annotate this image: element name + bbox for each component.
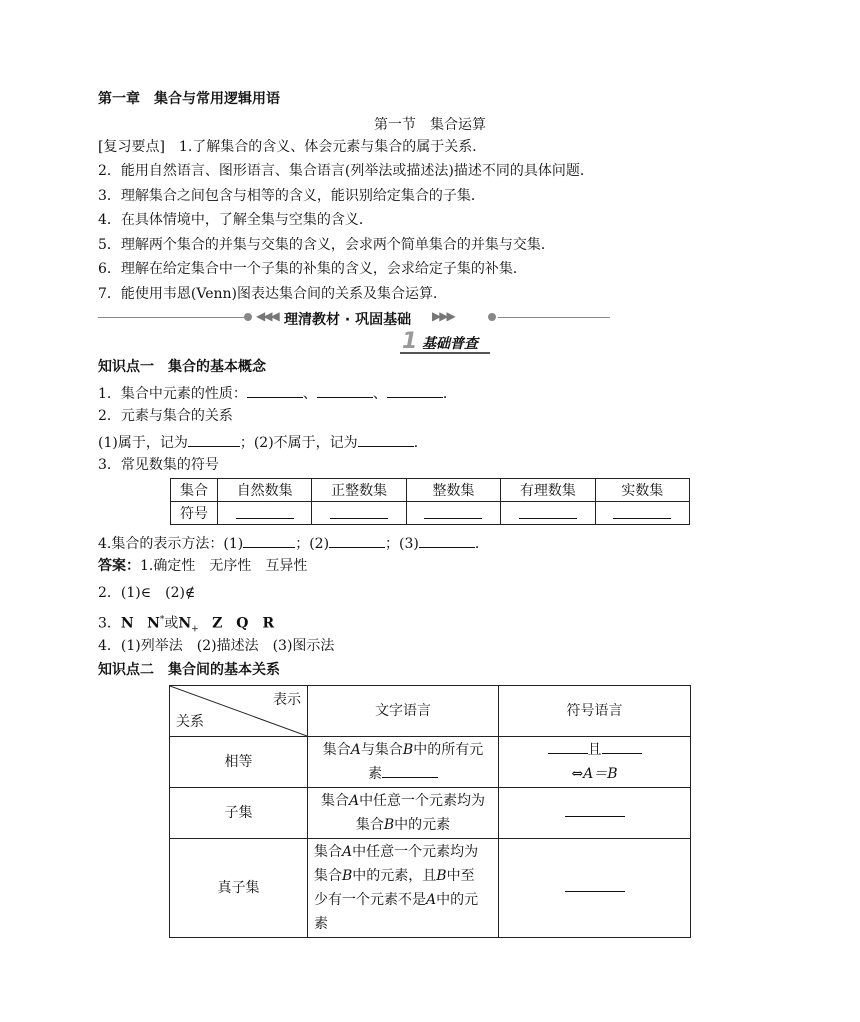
text: 中任意一个元素均为 [352, 844, 479, 860]
blank [188, 432, 240, 447]
text: 素 [314, 916, 328, 932]
kp1-question-3: 3．常见数集的符号 [98, 457, 219, 473]
review-point-5: 5．理解两个集合的并集与交集的含义，会求两个简单集合的并集与交集． [98, 237, 555, 253]
text: 中的元素 [394, 817, 451, 833]
kp1-question-1 [98, 383, 457, 403]
blank [424, 504, 482, 519]
number-sets-table [170, 478, 690, 525]
superscript: * [159, 615, 165, 625]
var-a: A [350, 742, 361, 758]
table-cell [218, 502, 312, 525]
text: 中至 [446, 868, 475, 884]
header-top-label: 表示 [273, 692, 301, 708]
banner-arrows-left-icon: ◀◀◀ [256, 309, 278, 323]
separator: ； [239, 435, 254, 451]
var-b: B [342, 868, 353, 884]
text: 集合 [322, 742, 351, 758]
var-a: A [348, 793, 360, 809]
banner-rule-right [498, 317, 610, 318]
review-point-1: [复习要点] 1.了解集合的含义、体会元素与集合的属于关系． [98, 139, 487, 155]
answer-1-text: 1.确定性 无序性 互异性 [140, 558, 308, 574]
q2-sub-a: (1)属于，记为 [98, 435, 188, 451]
text: 集合 [314, 868, 342, 884]
blank [330, 504, 388, 519]
natural-set-symbol: N [120, 615, 134, 632]
text: 中的元素，且 [352, 868, 437, 884]
table-cell [501, 502, 595, 525]
blank [358, 432, 414, 447]
table-cell: 文字语言 [308, 686, 499, 737]
answer-3 [98, 611, 274, 638]
blank [387, 383, 443, 398]
period: ． [442, 386, 457, 402]
table-cell [499, 737, 691, 788]
var-b: B [436, 868, 447, 884]
var-a: A [426, 892, 437, 908]
section-title: 第一节 集合运算 [374, 117, 486, 133]
positive-int-symbol-alt: N [178, 615, 192, 632]
kp2-title: 知识点二 集合间的基本关系 [98, 662, 280, 678]
chapter-title: 第一章 集合与常用逻辑用语 [98, 91, 280, 107]
text: 集合 [355, 817, 384, 833]
answer-1 [98, 557, 307, 575]
text: 与集合 [360, 742, 403, 758]
blank [548, 739, 588, 754]
or-text: 或 [164, 615, 179, 632]
table-cell: 整数集 [406, 479, 500, 502]
text: 集合 [320, 793, 349, 809]
var-a: A [342, 844, 353, 860]
table-cell: 实数集 [595, 479, 689, 502]
q4-prefix: 4.集合的表示方法：(1) [98, 536, 244, 552]
answer-4: 4．(1)列举法 (2)描述法 (3)图示法 [98, 638, 335, 654]
table-row [170, 737, 691, 788]
banner-rule-left [98, 317, 248, 318]
var-b: B [402, 742, 414, 758]
blank [602, 739, 642, 754]
blank [419, 533, 475, 548]
table-cell [308, 839, 499, 938]
positive-int-symbol: N [147, 615, 160, 632]
blank [565, 877, 625, 892]
header-bottom-label: 关系 [176, 714, 204, 730]
text: 素 [368, 766, 382, 782]
table-cell: 有理数集 [501, 479, 595, 502]
q4-mid-2: ；(3) [385, 536, 419, 552]
text: 中的元 [436, 892, 479, 908]
subsection-badge [400, 329, 490, 354]
table-row [171, 502, 690, 525]
q4-mid-1: ；(2) [295, 536, 330, 552]
blank [243, 533, 295, 548]
section-banner [98, 309, 610, 327]
kp1-title: 知识点一 集合的基本概念 [98, 359, 266, 375]
badge-number: 1 [402, 329, 418, 354]
kp1-question-2-sub [98, 432, 428, 452]
separator: 、 [372, 386, 387, 402]
table-row [170, 839, 691, 938]
blank [565, 802, 625, 817]
review-point-6: 6．理解在给定集合中一个子集的补集的含义，会求给定子集的补集． [98, 261, 527, 277]
badge-text: 基础普查 [422, 336, 478, 352]
table-row [170, 788, 691, 839]
period: ． [413, 435, 428, 451]
answer-label: 答案： [98, 558, 140, 574]
table-cell: 正整数集 [312, 479, 406, 502]
blank [613, 504, 671, 519]
kp1-question-2: 2．元素与集合的关系 [98, 408, 233, 424]
banner-dot-right [488, 313, 496, 321]
review-point-7: 7．能使用韦恩(Venn)图表达集合间的关系及集合运算． [98, 286, 447, 302]
table-cell: 子集 [170, 788, 308, 839]
period: ． [474, 536, 489, 552]
table-cell: 自然数集 [218, 479, 312, 502]
subscript: + [191, 624, 199, 635]
separator: 、 [302, 386, 317, 402]
kp1-question-4 [98, 533, 489, 553]
blank [382, 763, 438, 778]
diagonal-header-cell [170, 686, 308, 737]
q2-sub-b: (2)不属于，记为 [253, 435, 358, 451]
text: 集合 [314, 844, 342, 860]
equiv-text: ⇔A＝B [571, 766, 618, 782]
table-cell [499, 788, 691, 839]
table-cell: 符号 [171, 502, 218, 525]
table-row [170, 686, 691, 737]
banner-text: 理清教材 · 巩固基础 [284, 312, 412, 328]
blank [236, 504, 294, 519]
table-cell: 集合 [171, 479, 218, 502]
text: 中任意一个元素均为 [359, 793, 486, 809]
table-cell: 真子集 [170, 839, 308, 938]
table-cell [406, 502, 500, 525]
q1-prefix: 1．集合中元素的性质： [98, 386, 247, 402]
blank [247, 383, 303, 398]
text: 中的所有元 [413, 742, 484, 758]
review-point-3: 3．理解集合之间包含与相等的含义，能识别给定集合的子集． [98, 188, 485, 204]
answer-2: 2．(1)∈ (2)∉ [98, 585, 196, 601]
answer-3-prefix: 3． [98, 615, 121, 632]
blank [329, 533, 385, 548]
set-relations-table [169, 685, 691, 938]
blank [519, 504, 577, 519]
table-cell: 符号语言 [499, 686, 691, 737]
banner-dot-left [244, 313, 252, 321]
table-cell [312, 502, 406, 525]
text: 少有一个元素不是 [314, 892, 426, 908]
table-cell [595, 502, 689, 525]
table-cell: 相等 [170, 737, 308, 788]
var-b: B [383, 817, 395, 833]
review-point-4: 4．在具体情境中，了解全集与空集的含义． [98, 212, 373, 228]
other-set-symbols: Z Q R [212, 615, 275, 632]
table-row [171, 479, 690, 502]
table-cell [499, 839, 691, 938]
review-point-2: 2．能用自然语言、图形语言、集合语言(列举法或描述法)描述不同的具体问题． [98, 163, 594, 179]
table-cell [308, 737, 499, 788]
and-text: 且 [587, 742, 602, 758]
blank [317, 383, 373, 398]
table-cell [308, 788, 499, 839]
banner-arrows-right-icon: ▶▶▶ [432, 309, 454, 323]
